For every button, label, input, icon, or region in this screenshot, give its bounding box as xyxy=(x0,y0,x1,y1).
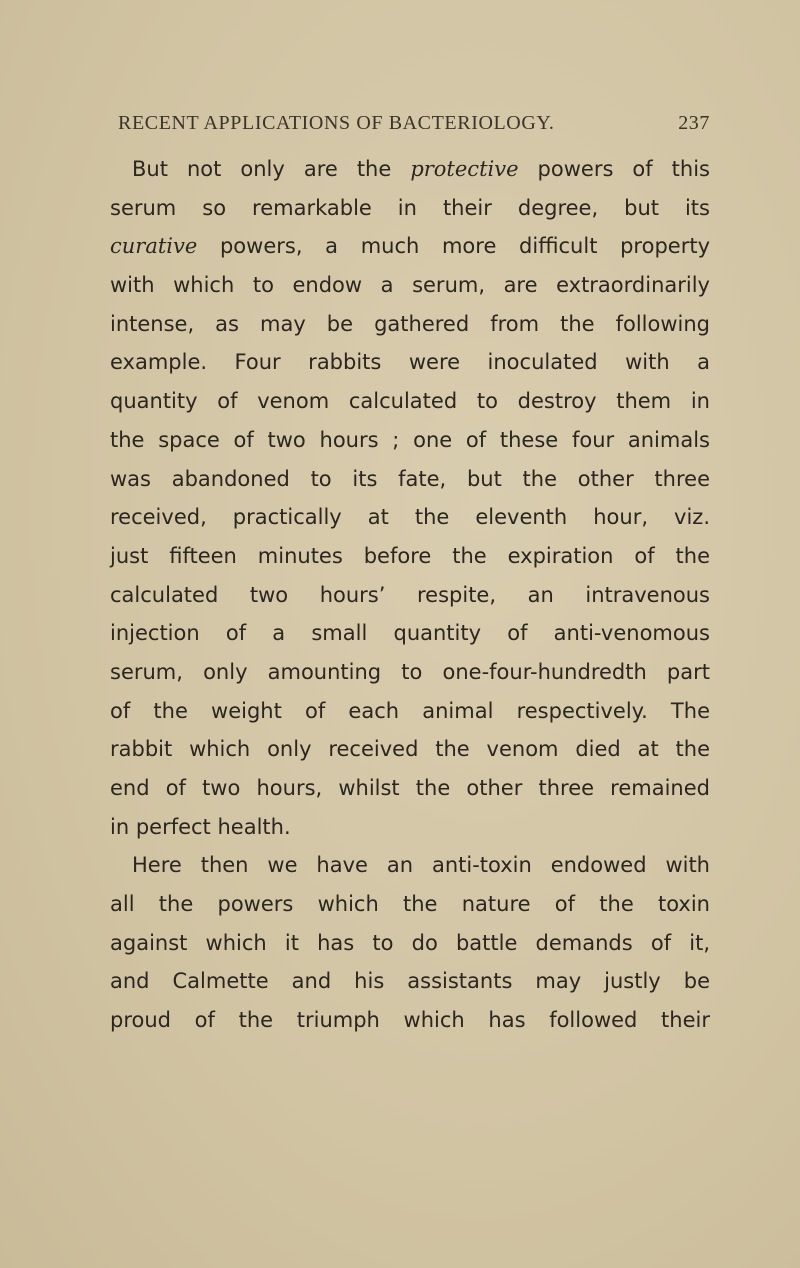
paragraph-1-line: But not only are the protective powers of this xyxy=(132,157,710,181)
paragraph-2-line: proud of the triumph which has followed their xyxy=(110,1008,710,1033)
paragraph-1-line: in perfect health. xyxy=(110,814,291,839)
paragraph-1-line: received, practically at the eleventh hour, viz. xyxy=(110,505,710,530)
paragraph-1-line: curative powers, a much more difficult property xyxy=(110,234,710,259)
running-head-title: RECENT APPLICATIONS OF BACTERIOLOGY. xyxy=(118,112,555,134)
paragraph-1-line: calculated two hours’ respite, an intravenous xyxy=(110,582,710,607)
paragraph-1-line: rabbit which only received the venom died at the xyxy=(110,737,710,762)
paragraph-1-line: serum, only amounting to one-four-hundredth part xyxy=(110,659,710,684)
running-head xyxy=(118,112,710,135)
page-number: 237 xyxy=(678,112,710,134)
paragraph-2-line: against which it has to do battle demands of it, xyxy=(110,930,710,955)
paragraph-2-line: and Calmette and his assistants may justly be xyxy=(110,969,710,994)
emphasis-protective: protective xyxy=(410,157,519,181)
paragraph-2-line: all the powers which the nature of the toxin xyxy=(110,892,710,917)
paragraph-1-line: intense, as may be gathered from the following xyxy=(110,311,710,336)
paragraph-1-line: just fifteen minutes before the expiration of the xyxy=(110,543,710,568)
body-text xyxy=(110,150,710,1040)
paragraph-1-line: quantity of venom calculated to destroy them in xyxy=(110,389,710,414)
paragraph-1-line: with which to endow a serum, are extraordinarily xyxy=(110,273,710,298)
paragraph-2-line: Here then we have an anti-toxin endowed with xyxy=(132,853,710,878)
paragraph-1-line: of the weight of each animal respectively. The xyxy=(110,698,710,723)
paragraph-1-line: serum so remarkable in their degree, but its xyxy=(110,195,710,220)
paragraph-1-line: end of two hours, whilst the other three remained xyxy=(110,776,710,800)
paragraph-1-line: the space of two hours ; one of these four animals xyxy=(110,427,710,452)
paragraph-1-line: injection of a small quantity of anti-venomous xyxy=(110,621,710,646)
paragraph-1-line: was abandoned to its fate, but the other three xyxy=(110,466,710,491)
paragraph-1-line: example. Four rabbits were inoculated with a xyxy=(110,350,710,375)
emphasis-curative: curative xyxy=(110,234,198,259)
